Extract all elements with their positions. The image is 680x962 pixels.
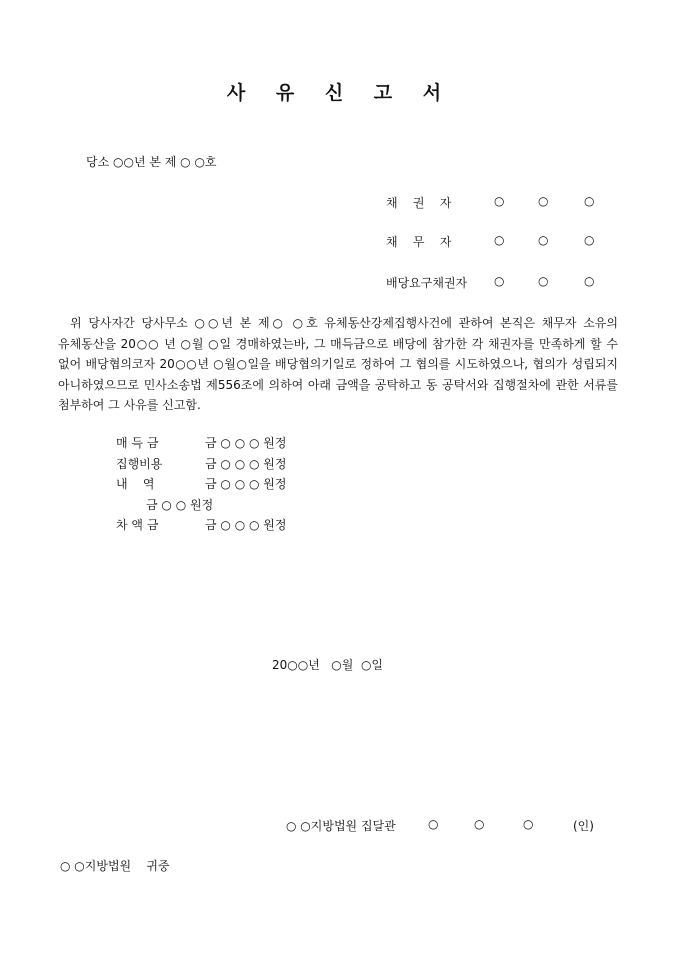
seal-mark: (인) xyxy=(573,819,594,833)
signer-name-mark: ○ xyxy=(523,817,534,831)
party-mark: ○ xyxy=(584,274,595,288)
amount-value: 금 ○ ○ ○ 원정 xyxy=(205,477,287,491)
party-mark: ○ xyxy=(584,194,595,208)
party-mark: ○ xyxy=(584,233,595,247)
party-mark: ○ xyxy=(538,194,549,208)
amount-label: 내 역 xyxy=(116,477,155,491)
amount-label: 차 액 금 xyxy=(116,518,159,532)
case-number: 당소 ○○년 본 제 ○ ○호 xyxy=(86,155,217,169)
amount-label: 매 득 금 xyxy=(116,436,159,450)
amount-label: 집행비용 xyxy=(116,457,163,471)
document-title: 사 유 신 고 서 xyxy=(226,82,454,104)
addressee: ○ ○지방법원 귀중 xyxy=(60,859,170,873)
document-date: 20○○년 ○월 ○일 xyxy=(272,658,384,672)
party-mark: ○ xyxy=(494,233,505,247)
party-mark: ○ xyxy=(538,274,549,288)
party-mark: ○ xyxy=(494,194,505,208)
party-mark: ○ xyxy=(494,274,505,288)
signer-name-mark: ○ xyxy=(474,817,485,831)
signer-name-mark: ○ xyxy=(428,817,439,831)
party-role: 채 무 자 xyxy=(386,235,452,249)
amount-value: 금 ○ ○ ○ 원정 xyxy=(205,436,287,450)
body-paragraph: 위 당사자간 당사무소 ○○년 본 제○ ○호 유체동산강제집행사건에 관하여 본직은 채무자 소유의 유체동산을 20○○ 년 ○월 ○일 경매하였는바, 그 매득금으로 배당에 참가한 각 채권자를 만족하게 할 수 없어 배당협의코자 20○○년 ○월○일을 배당협의기일로 정하여 그 협의를 시도하였으나, 협의가 성립되지 아니하였으므로 민사소송법 제556조에 의하여 아래 금액을 공탁하고 동 공탁서와 집행절차에 관한 서류를 첨부하여 그 사유를 신고함. xyxy=(58,316,618,413)
party-mark: ○ xyxy=(538,233,549,247)
amount-value: 금 ○ ○ ○ 원정 xyxy=(205,457,287,471)
amount-value: 금 ○ ○ 원정 xyxy=(146,498,214,512)
party-role: 배당요구채권자 xyxy=(386,276,468,290)
amount-value: 금 ○ ○ ○ 원정 xyxy=(205,518,287,532)
court-officer: ○ ○지방법원 집달관 xyxy=(286,819,396,833)
party-role: 채 권 자 xyxy=(386,196,452,210)
